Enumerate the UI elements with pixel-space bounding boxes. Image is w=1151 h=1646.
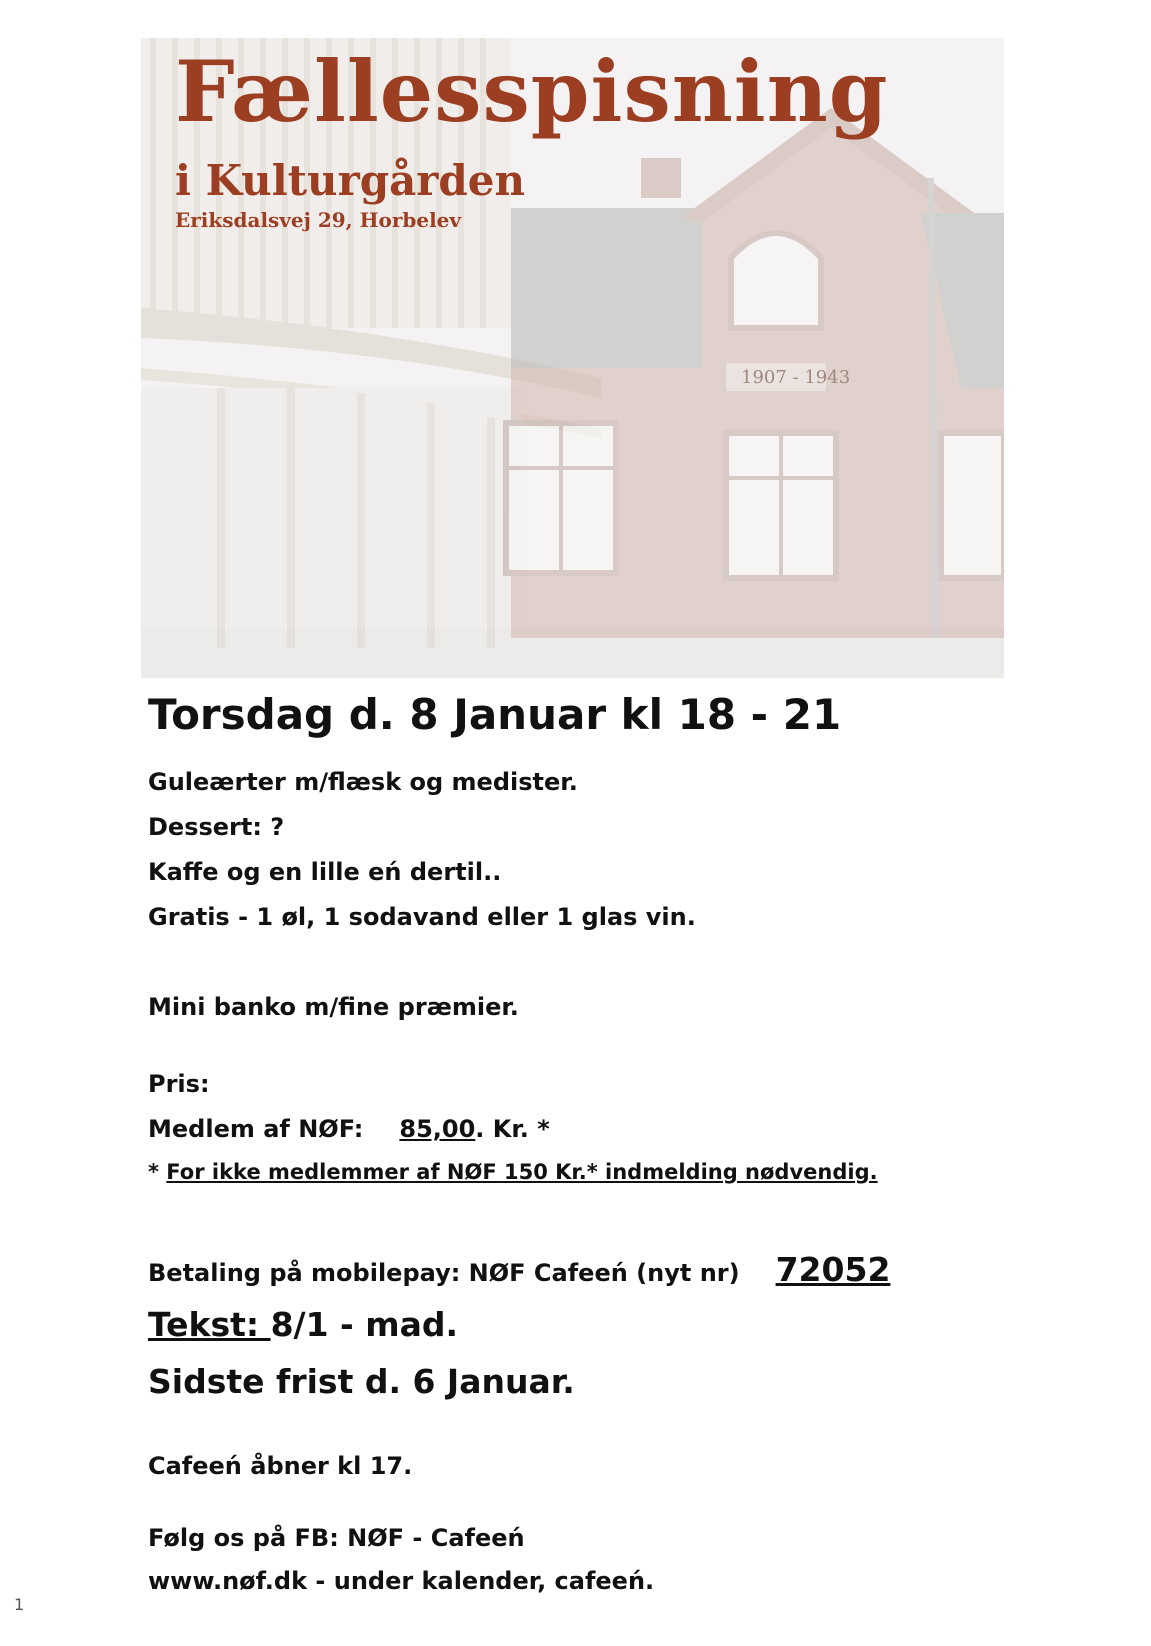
member-price-row: [148, 1115, 550, 1143]
facebook-link: Følg os på FB: NØF - Cafeeń: [148, 1524, 525, 1552]
member-price-suffix: . Kr. *: [475, 1115, 550, 1143]
mobilepay-number: 72052: [775, 1250, 891, 1289]
event-title: Fællesspisning: [175, 42, 889, 141]
header-banner-image: [141, 38, 1004, 678]
menu-item: Dessert: ?: [148, 813, 285, 841]
website-link: www.nøf.dk - under kalender, cafeeń.: [148, 1567, 655, 1595]
building-plaque: 1907 - 1943: [741, 367, 851, 388]
mobilepay-label: Betaling på mobilepay: NØF Cafeeń (nyt nr): [148, 1259, 740, 1287]
menu-item: Kaffe og en lille eń dertil..: [148, 858, 502, 886]
deadline: Sidste frist d. 6 Januar.: [148, 1362, 575, 1401]
payment-text-value: 8/1 - mad.: [270, 1305, 459, 1344]
bingo-note: Mini banko m/fine præmier.: [148, 993, 519, 1021]
payment-row: [148, 1250, 890, 1289]
payment-text-row: [148, 1305, 458, 1344]
menu-item: Gratis - 1 øl, 1 sodavand eller 1 glas vin.: [148, 903, 696, 931]
venue-name: i Kulturgården: [175, 156, 526, 205]
venue-address: Eriksdalsvej 29, Horbelev: [175, 208, 462, 232]
event-date: [148, 690, 1108, 739]
member-price-value: 85,00: [399, 1115, 476, 1143]
cafe-opening: Cafeeń åbner kl 17.: [148, 1452, 413, 1480]
price-label: Pris:: [148, 1070, 210, 1098]
menu-item: Guleærter m/flæsk og medister.: [148, 768, 578, 796]
nonmember-price-row: [148, 1160, 878, 1184]
page-number: 1: [14, 1595, 25, 1614]
nonmember-price-note: For ikke medlemmer af NØF 150 Kr.* indmelding nødvendig.: [166, 1160, 878, 1184]
date-heading: Torsdag d. 8 Januar kl 18 - 21: [148, 690, 842, 739]
asterisk: *: [148, 1160, 159, 1184]
member-price-label: Medlem af NØF:: [148, 1115, 364, 1143]
payment-text-label: Tekst:: [148, 1305, 271, 1344]
